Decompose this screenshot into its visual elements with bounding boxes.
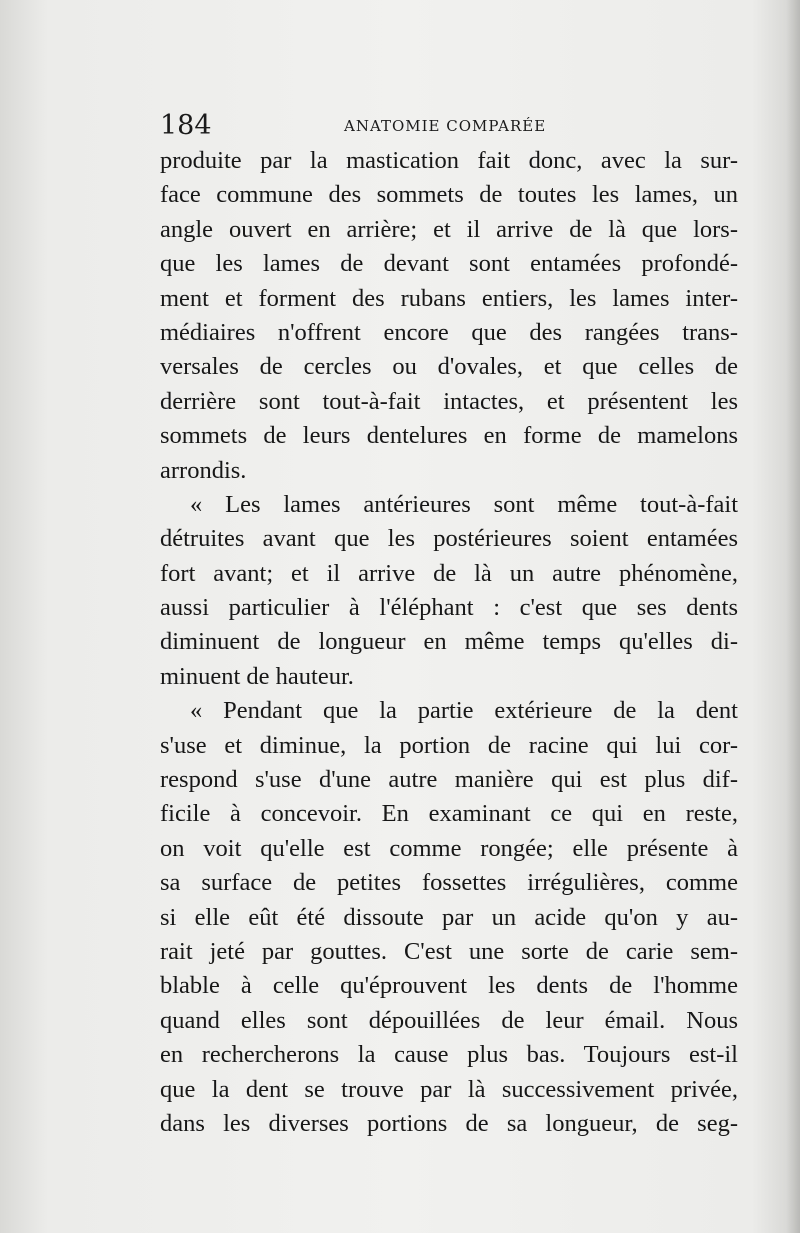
text-line: détruites avant que les postérieures soient entamées: [160, 525, 738, 553]
text-line: produite par la mastication fait donc, avec la sur-: [160, 147, 738, 174]
text-line: s'use et diminue, la portion de racine qui lui cor-: [160, 731, 738, 759]
text-line: dans les diverses portions de sa longueur, de seg-: [160, 1109, 738, 1137]
running-head: ANATOMIE COMPARÉE: [344, 117, 547, 135]
text-line: médiaires n'offrent encore que des rangées trans-: [160, 318, 738, 346]
text-line: diminuent de longueur en même temps qu'elles di-: [160, 628, 738, 656]
text-line: respond s'use d'une autre manière qui est plus dif-: [160, 766, 738, 794]
text-line: rait jeté par gouttes. C'est une sorte de carie sem-: [160, 937, 738, 965]
text-line: sa surface de petites fossettes irrégulières, comme: [160, 869, 738, 897]
text-line: si elle eût été dissoute par un acide qu'on y au-: [160, 903, 738, 931]
text-line: ficile à concevoir. En examinant ce qui en reste,: [160, 800, 738, 828]
text-line: aussi particulier à l'éléphant : c'est que ses dents: [160, 594, 738, 622]
text-line: que la dent se trouve par là successivement privée,: [160, 1075, 738, 1103]
body-text: [160, 144, 738, 1141]
text-line: ment et forment des rubans entiers, les lames inter-: [160, 284, 738, 312]
page-edge-shadow: [786, 0, 800, 1233]
text-line: quand elles sont dépouillées de leur émail. Nous: [160, 1006, 738, 1034]
page-header: [160, 108, 740, 144]
text-line: on voit qu'elle est comme rongée; elle présente à: [160, 834, 738, 862]
text-line: « Pendant que la partie extérieure de la dent: [190, 697, 738, 725]
text-line: minuent de hauteur.: [160, 662, 354, 690]
text-line: face commune des sommets de toutes les lames, un: [160, 181, 738, 209]
text-line: en rechercherons la cause plus bas. Toujours est-il: [160, 1041, 738, 1069]
text-line: que les lames de devant sont entamées profondé-: [160, 250, 738, 278]
text-line: versales de cercles ou d'ovales, et que celles de: [160, 353, 738, 381]
text-line: derrière sont tout-à-fait intactes, et présentent les: [160, 387, 738, 415]
text-line: angle ouvert en arrière; et il arrive de là que lors-: [160, 215, 738, 243]
page-number: 184: [160, 110, 212, 141]
text-line: « Les lames antérieures sont même tout-à-fait: [190, 490, 738, 518]
text-line: arrondis.: [160, 456, 247, 484]
text-line: fort avant; et il arrive de là un autre phénomène,: [160, 559, 738, 587]
text-line: blable à celle qu'éprouvent les dents de l'homme: [160, 972, 738, 1000]
text-line: sommets de leurs dentelures en forme de mamelons: [160, 422, 738, 450]
